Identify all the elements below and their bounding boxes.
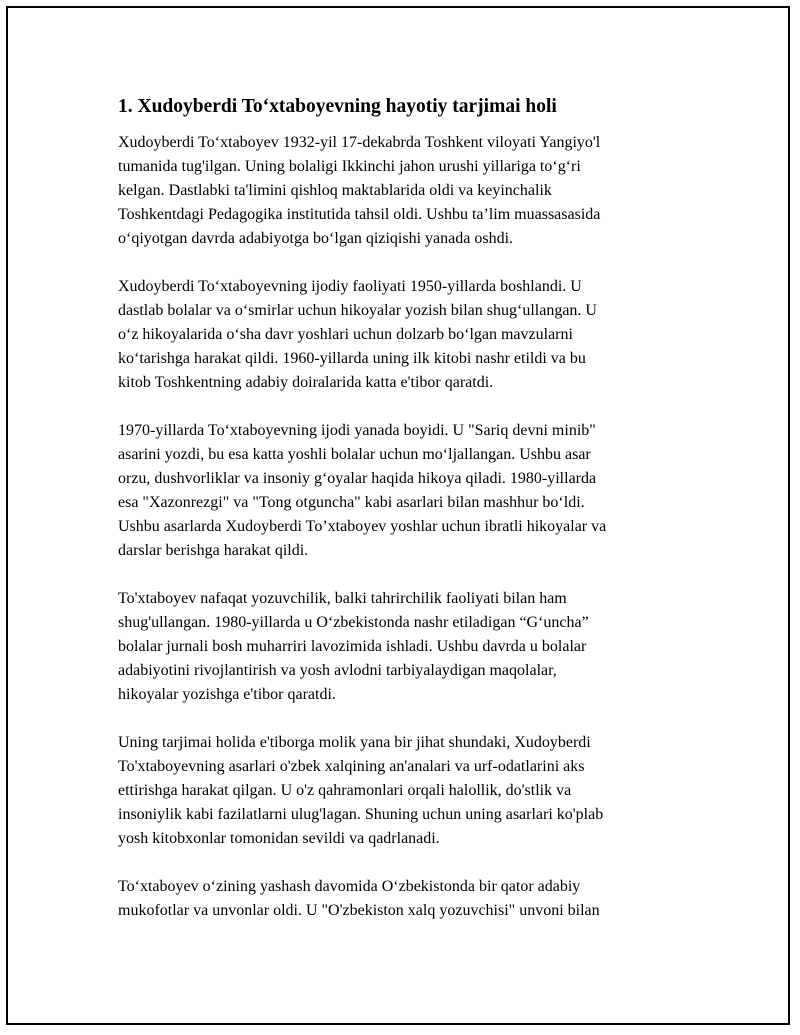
text-line: To‘xtaboyev o‘zining yashash davomida O‘zbekistonda bir qator adabiy — [118, 878, 581, 895]
text-line: o‘z hikoyalarida o‘sha davr yoshlari uchun dolzarb bo‘lgan mavzularni — [118, 326, 573, 343]
text-line: o‘qiyotgan davrda adabiyotga bo‘lgan qiziqishi yanada oshdi. — [118, 230, 514, 247]
text-line: shug'ullangan. 1980-yillarda u O‘zbekistonda nashr etiladigan “G‘uncha” — [118, 614, 589, 631]
paragraph-1 — [118, 131, 698, 251]
text-line: 1970-yillarda To‘xtaboyevning ijodi yanada boyidi. U "Sariq devni minib" — [118, 422, 596, 439]
text-line: orzu, dushvorliklar va insoniy g‘oyalar haqida hikoya qiladi. 1980-yillarda — [118, 470, 597, 487]
text-line: To'xtaboyevning asarlari o'zbek xalqining an'analari va urf-odatlarini aks — [118, 758, 585, 775]
text-line: darslar berishga harakat qildi. — [118, 542, 309, 559]
text-line: asarini yozdi, bu esa katta yoshli bolalar uchun mo‘ljallangan. Ushbu asar — [118, 446, 591, 463]
text-line: ettirishga harakat qilgan. U o'z qahramonlari orqali halollik, do'stlik va — [118, 782, 572, 799]
paragraph-6 — [118, 875, 698, 923]
text-line: Ushbu asarlarda Xudoyberdi To’xtaboyev yoshlar uchun ibratli hikoyalar va — [118, 518, 607, 535]
text-line: Uning tarjimai holida e'tiborga molik yana bir jihat shundaki, Xudoyberdi — [118, 734, 591, 751]
paragraph-4 — [118, 587, 698, 707]
text-line: bolalar jurnali bosh muharriri lavozimida ishladi. Ushbu davrda u bolalar — [118, 638, 587, 655]
text-line: dastlab bolalar va o‘smirlar uchun hikoyalar yozish bilan shug‘ullangan. U — [118, 302, 597, 319]
document-title: 1. Xudoyberdi To‘xtaboyevning hayotiy tarjimai holi — [118, 96, 557, 117]
text-line: mukofotlar va unvonlar oldi. U "O'zbekiston xalq yozuvchisi" unvoni bilan — [118, 902, 600, 919]
paragraph-2 — [118, 275, 698, 395]
paragraph-5 — [118, 731, 698, 851]
text-line: kelgan. Dastlabki ta'limini qishloq maktablarida oldi va keyinchalik — [118, 182, 552, 199]
text-line: kitob Toshkentning adabiy doiralarida katta e'tibor qaratdi. — [118, 374, 494, 391]
text-line: Toshkentdagi Pedagogika institutida tahsil oldi. Ushbu ta’lim muassasasida — [118, 206, 601, 223]
text-line: hikoyalar yozishga e'tibor qaratdi. — [118, 686, 336, 703]
paragraph-3 — [118, 419, 698, 563]
text-line: ko‘tarishga harakat qildi. 1960-yillarda uning ilk kitobi nashr etildi va bu — [118, 350, 586, 367]
text-line: Xudoyberdi To‘xtaboyev 1932-yil 17-dekabrda Toshkent viloyati Yangiyo'l — [118, 134, 601, 151]
text-line: insoniylik kabi fazilatlarni ulug'lagan. Shuning uchun uning asarlari ko'plab — [118, 806, 604, 823]
text-line: tumanida tug'ilgan. Uning bolaligi Ikkinchi jahon urushi yillariga to‘g‘ri — [118, 158, 581, 175]
text-line: esa "Xazonrezgi" va "Tong otguncha" kabi asarlari bilan mashhur bo‘ldi. — [118, 494, 585, 511]
text-line: yosh kitobxonlar tomonidan sevildi va qadrlanadi. — [118, 830, 440, 847]
text-line: Xudoyberdi To‘xtaboyevning ijodiy faoliyati 1950-yillarda boshlandi. U — [118, 278, 582, 295]
document-body — [118, 93, 698, 947]
text-line: To'xtaboyev nafaqat yozuvchilik, balki tahrirchilik faoliyati bilan ham — [118, 590, 567, 607]
text-line: adabiyotini rivojlantirish va yosh avlodni tarbiyalaydigan maqolalar, — [118, 662, 557, 679]
